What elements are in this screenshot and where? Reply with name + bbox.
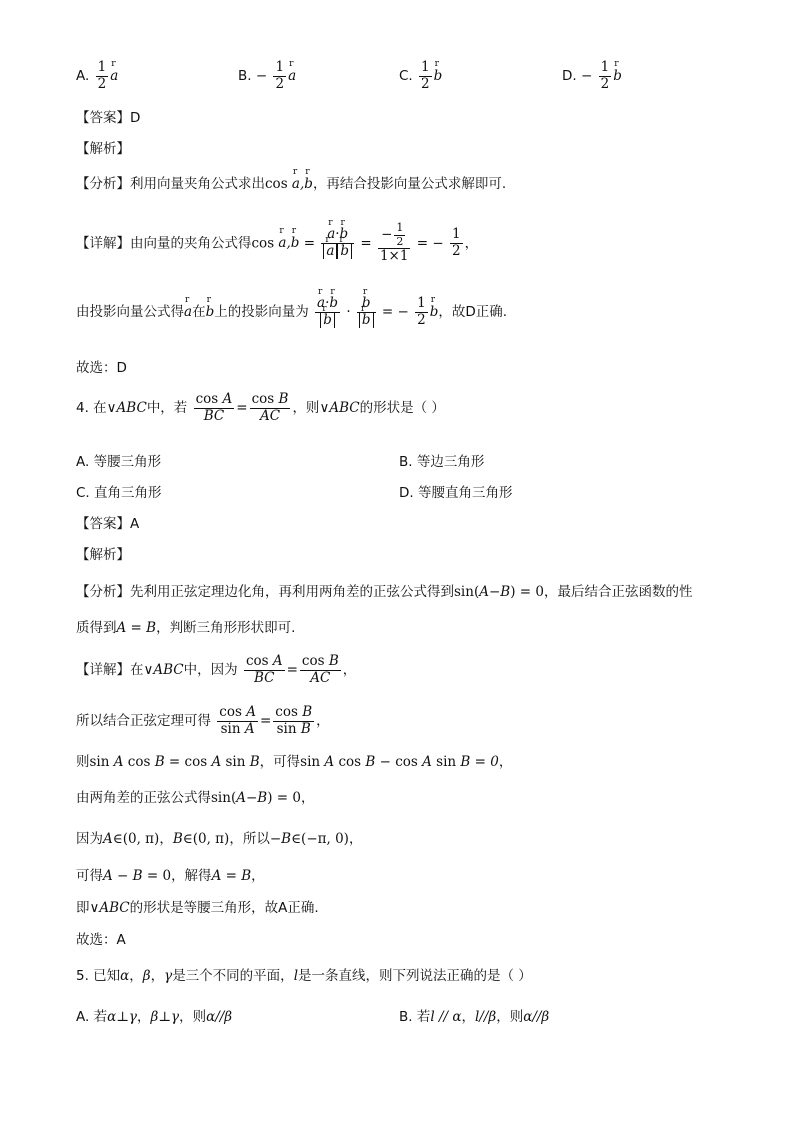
q4-step-sine-law: 所以结合正弦定理可得 $\frac{\text{cos A}}{\text{sin A}}$ = $\frac{\text{cos B}}{\text{sin B}}$ ， [76, 704, 330, 737]
q4-option-c[interactable]: C. 直角三角形 [76, 485, 162, 501]
q4-analysis-heading: 【解析】 [76, 547, 130, 563]
q4-stem: 4. 在∨ABC中，若 $\frac{\text{cos A}}{BC}$ = $\frac{\text{cos B}}{AC}$ ，则∨ABC的形状是（ ） [76, 391, 445, 424]
q4-answer: 【答案】A [76, 516, 140, 532]
option-letter: D. [562, 68, 577, 85]
q4-step-cross: 则sin A cos B = cos A sin B，可得sin A cos B − cos A sin B = 0， [76, 754, 513, 770]
q3-option-a[interactable] [76, 60, 118, 92]
option-fraction: $\frac{1}{2}$ [97, 59, 107, 92]
q4-option-b[interactable]: B. 等边三角形 [399, 454, 485, 470]
option-letter: C. [399, 68, 413, 85]
q5-stem: 5. 已知α，β，γ是三个不同的平面，l是一条直线，则下列说法正确的是（ ） [76, 968, 532, 984]
q5-option-b[interactable]: B. 若l // α，l//β，则α//β [399, 1009, 550, 1025]
q3-answer: 【答案】D [76, 110, 141, 126]
q4-step-equal: 可得A − B = 0，解得A = B， [76, 868, 265, 884]
q4-fenxi-cont: 质得到A = B，判断三角形形状即可. [76, 620, 296, 636]
option-vector: r a [288, 68, 296, 84]
q3-conclusion: 故选：D [76, 360, 127, 376]
q4-step-shape: 即∨ABC的形状是等腰三角形，故A正确. [76, 900, 319, 916]
option-vector: r a [110, 68, 118, 84]
q4-fenxi: 【分析】先利用正弦定理边化角，再利用两角差的正弦公式得到sin(A−B) = 0，最后结合正弦函数的性 [76, 584, 693, 600]
q3-fenxi: 【分析】利用向量夹角公式求出cos r a,r b，再结合投影向量公式求解即可. [76, 172, 506, 192]
q4-conclusion: 故选：A [76, 932, 126, 948]
option-fraction: $\frac{1}{2}$ [275, 59, 285, 92]
q3-xiangjie-angle: 【详解】由向量的夹角公式得cos r a,r b = r a·r b r ar b = − $\frac{1}{2}$ 1×1 = − $\frac{1}{2}$ ， [76, 222, 478, 265]
option-vector: r b [613, 68, 622, 84]
q4-xiangjie: 【详解】在∨ABC中，因为 $\frac{\text{cos A}}{BC}$ = $\frac{\text{cos B}}{AC}$ ， [76, 653, 357, 686]
q4-option-a[interactable]: A. 等腰三角形 [76, 454, 162, 470]
option-fraction: $\frac{1}{2}$ [600, 59, 610, 92]
option-letter: A. [76, 68, 90, 85]
q4-step-diff: 由两角差的正弦公式得sin(A−B) = 0， [76, 790, 315, 806]
q3-option-c[interactable] [399, 60, 442, 92]
option-vector: r b [434, 68, 443, 84]
q3-option-b[interactable] [238, 60, 296, 92]
option-sign: − [580, 68, 593, 85]
option-letter: B. [238, 68, 252, 85]
option-sign: − [255, 68, 268, 85]
q3-option-d[interactable] [562, 60, 622, 92]
option-fraction: $\frac{1}{2}$ [421, 59, 430, 92]
q4-option-d[interactable]: D. 等腰直角三角形 [399, 485, 513, 501]
q5-option-a[interactable]: A. 若α⊥γ，β⊥γ，则α//β [76, 1009, 233, 1025]
q4-step-range: 因为A∈(0, π)，B∈(0, π)，所以−B∈(−π, 0)， [76, 831, 363, 847]
q3-xiangjie-projection: 由投影向量公式得r a在r b上的投影向量为 r a·r b r b · r b r b = − $\frac{1}{2}$ r b，故D正确. [76, 296, 507, 328]
q3-analysis-heading: 【解析】 [76, 141, 130, 157]
